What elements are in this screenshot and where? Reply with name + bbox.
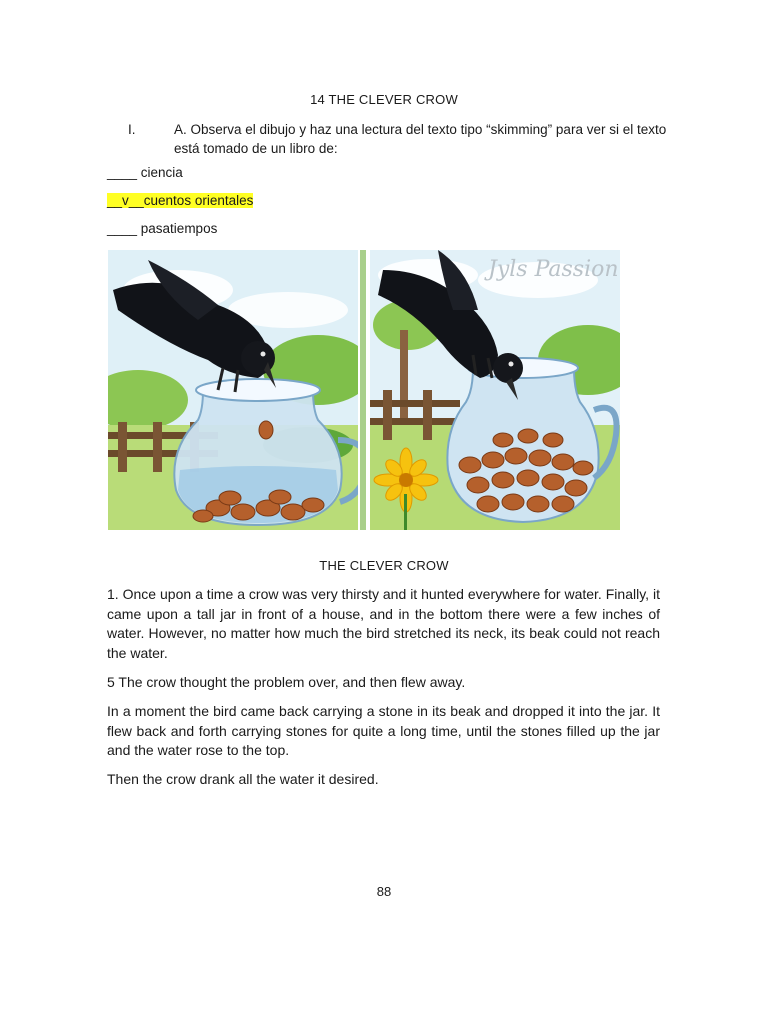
page-number: 88 <box>376 884 392 899</box>
instruction-text: A. Observa el dibujo y haz una lectura del texto tipo “skimming” para ver si el texto está tomado de un libro de: <box>174 122 667 156</box>
story-paragraph-1: 1. Once upon a time a crow was very thirsty and it hunted everywhere for water. Finally, it came upon a tall jar in front of a house, and in the bottom there were a few inches of water. However, no matter how much the bird stretched its neck, its beak could not reach the water. <box>107 586 660 661</box>
story-title: THE CLEVER CROW <box>319 558 449 573</box>
story-paragraph-3: In a moment the bird came back carrying a stone in its beak and dropped it into the jar. It flew back and forth carrying stones for quite a long time, until the stones filled up the jar and the water rose to the top. <box>107 703 660 758</box>
crow-illustration <box>108 250 620 530</box>
highlighted-answer: __v__cuentos orientales <box>107 193 254 208</box>
crow-illustration-svg <box>108 250 620 530</box>
watermark-text: Jyls Passion <box>488 257 619 282</box>
right-panel <box>370 250 620 530</box>
option-pasatiempos: ____ pasatiempos <box>107 221 218 236</box>
page-title: 14 THE CLEVER CROW <box>310 92 458 107</box>
story-paragraph-2: 5 The crow thought the problem over, and then flew away. <box>107 674 466 690</box>
left-panel <box>108 250 373 530</box>
option-cuentos-orientales <box>107 193 253 208</box>
roman-numeral: I. <box>128 122 136 137</box>
story-paragraph-4: Then the crow drank all the water it desired. <box>107 771 379 787</box>
option-ciencia: ____ ciencia <box>107 165 183 180</box>
